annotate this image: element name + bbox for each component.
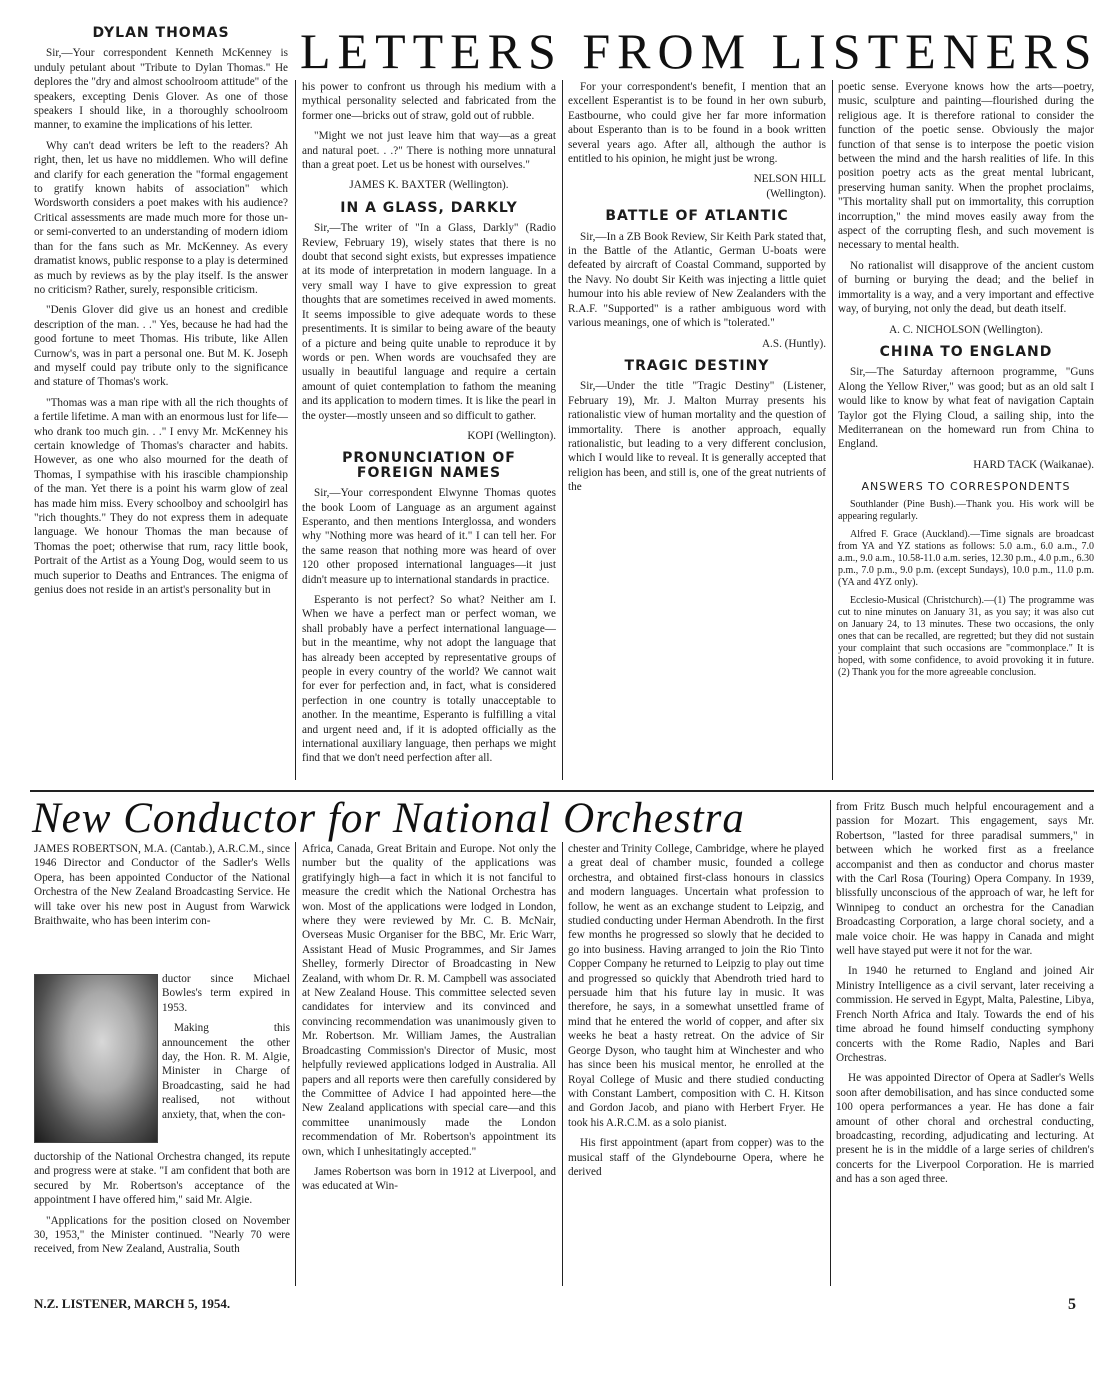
nelson-hill-location: (Wellington). xyxy=(766,187,826,200)
article-bowles: ductor since Michael Bowles's term expired in 1953. xyxy=(162,973,290,1014)
dylan-letter-para-1: Sir,—Your correspondent Kenneth McKenney is unduly petulant about "Tribute to Dylan Thomas." He deplores the "dry and almost schoolroom attitude" of the speakers, excepting Denis Glover. As one of those speakers I should like, in a thoroughly schoolroom manner, to examine the implications of his letter. xyxy=(34,47,288,132)
dylan-letter-para-2: Why can't dead writers be left to the readers? Ah right, then, let us have no middlemen. Who will define and clarify for each generation the "formal engagement to gratify known habits of association" which Wordsworth considers a poet makes with his audience? Critical assessments are made much more for those un- or semi-converted to an understanding of modern idiom than for the fans such as Mr. McKenney. As every dramatist knows, public response to a play is determined as much by reviews as by the play itself. Is the answer no criticism? Rather, surely, responsible criticism. xyxy=(34,139,288,296)
section-divider xyxy=(30,790,1094,792)
dylan-letter-para-4: "Thomas was a man ripe with all the rich thoughts of a fertile lifetime. A man with an enormous lust for life—who drank too much gin. . ." I envy Mr. McKenney his certain knowledge of Thomas's character and habits. However, as one who also mourned for the death of Thomas, I sympathise with his irascible championship of the man. Yet there is a point his warm glow of zeal has made him miss. Every schoolboy and schoolgirl has "rich thoughts." They do not express them in adequate language. We honour Thomas the man because of Thomas the poet; otherwise that rum, racy little book, Portrait of the Artist as a Young Dog, would seem to us much superior to Deaths and Entrances. The enigma of genius does not reside in an artist's personality but in xyxy=(34,396,288,597)
column-rule xyxy=(562,80,563,780)
tragic-letter-para-2: poetic sense. Everyone knows how the arts—poetry, music, sculpture and painting—flourished during the religious age. It is therefore rational to consider the function of the poetic sense. Obviously the major function of that sense is to interpose the poetic vision between the mind and the harsh realities of life. In this position poetry acts as the great mental lubricant, preserving human sanity. When the prophet proclaims, "This mortality shall put on immortality, this corruption incorruption," the mind moves easily away from the aspect of the corrupting flesh, and such movement is necessary to mental health. xyxy=(838,81,1094,252)
page-number: 5 xyxy=(1068,1296,1076,1313)
dylan-thomas-heading: DYLAN THOMAS xyxy=(92,26,230,41)
atlantic-heading: BATTLE OF ATLANTIC xyxy=(605,208,789,225)
dylan-letter-para-6: "Might we not just leave him that way—as a great and natural poet. . .?" There is nothing more unnatural than a great poet. Let us be honest with ourselves." xyxy=(302,130,556,172)
article-algie-quote: ductorship of the National Orchestra changed, its repute and progress were at stake. "I am confident that both are secured by Mr. Robertson's acceptance of the appointment I have offered him," said Mr. Algie. xyxy=(34,1151,290,1207)
letters-column-3 xyxy=(568,80,826,786)
article-headline: New Conductor for National Orchestra xyxy=(32,795,745,842)
as-signature: A.S. (Huntly). xyxy=(761,337,826,350)
column-rule xyxy=(295,842,296,1286)
issue-line: N.Z. LISTENER, MARCH 5, 1954. xyxy=(34,1296,231,1311)
article-first-appointment: His first appointment (apart from copper) was to the musical staff of the Glyndebourne Opera, where he derived xyxy=(568,1137,824,1178)
answers-heading: ANSWERS TO CORRESPONDENTS xyxy=(861,480,1071,494)
conductor-portrait xyxy=(34,974,158,1143)
column-rule xyxy=(830,800,831,1286)
column-rule xyxy=(562,842,563,1286)
answers-para-2: Alfred F. Grace (Auckland).—Time signals are broadcast from YA and YZ stations as follows: 5.0 a.m., 6.0 a.m., 7.0 a.m., 9.0 a.m., 10.58-11.0 a.m. series, 12.30 p.m., 4.0 p.m., 6.30 p.m., 7.0 p.m., 9.0 p.m. (except Sundays), 10.0 p.m., 11.0 p.m. (YA and 4YZ only). xyxy=(838,528,1094,588)
article-busch: from Fritz Busch much helpful encouragement and a passion for Mozart. This engagement, says Mr. Robertson, "lasted for three paradisal summers," in between which he worked first as a freelance accompanist and then as conductor and chorus master with the Carl Rosa (Touring) Opera Company. In 1939, blissfully unconscious of the approach of war, he left for Winnipeg to conduct an orchestra for the Canadian Broadcasting Corporation, a large choral society, and a male voice choir. He was happy in Canada and might well have stayed put were it not for the war. xyxy=(836,801,1094,958)
masthead: LETTERS FROM LISTENERS xyxy=(300,23,1099,79)
pronunciation-letter-para-3: For your correspondent's benefit, I mention that an excellent Esperantist is to be found in her own suburb, Eastbourne, who could give her far more information about Esperanto than is to be found in a book written several years ago. After all, although the author is entitled to his opinion, he might just be wrong. xyxy=(568,81,826,166)
article-education: chester and Trinity College, Cambridge, where he played a great deal of chamber music, founded a college orchestra, and obtained first-class honours in classics and modern languages. Uncertain what profession to follow, he went as an exchange student to Leipzig, and studied conducting under Herman Abendroth. In the first few months he progressed so slowly that he decided to go into business. Having arranged to join the Rio Tinto Copper Company he returned to Leipzig to play out time and progressed so quickly that Abendroth tried hard to persuade him that his future lay in music. It was therefore, he says, in a somewhat unsettled frame of mind that he entered the world of copper, and after six weeks he beat a hasty retreat. On the advice of Sir George Dyson, who taught him at Winchester and who has since been his musical mentor, he enrolled at the Royal College of Music and there studied conducting with Constant Lambert, composition with C. H. Kitson and Gordon Jacob, and piano with Herbert Fryer. He took his A.R.C.M. as a solo pianist. xyxy=(568,843,824,1129)
dylan-letter-para-3: "Denis Glover did give us an honest and credible description of the man. . ." Yes, because he had had the good fortune to meet Thomas. His tribute, like Allen Curnow's, was in part a personal one. But M. K. Joseph and myself could pay tribute only to the significance and stature of Thomas's work. xyxy=(34,304,288,389)
article-committee: Africa, Canada, Great Britain and Europe. Not only the number but the quality of the applications was gratifyingly high—a fact in which it is not fanciful to measure the credit which the National Orchestra has won. Most of the applications were lodged in London, where they were reviewed by Mr. C. B. McNair, Overseas Music Organiser for the BBC, Mr. Eric Warr, Assistant Head of Music Programmes, and Sir James Shelley, formerly Director of Broadcasting in New Zealand, with whom Dr. R. M. Campbell was associated at New Zealand House. This committee selected seven candidates for interview and its convinced and convincing recommendation was unanimously given to Mr. Robertson. Mr. William James, the Australian Broadcasting Commission's Director of Music, most helpfully reviewed applications lodged in Australia. All papers and all reports were then carefully considered by the Committee of Advice I had appointed here—the New Zealand applications with special care—and this committee unanimously made the London recommendation of Mr. Robertson's appointment its own, which I unhesitatingly accepted." xyxy=(302,843,556,1158)
article-column-2 xyxy=(302,842,556,1290)
nelson-hill-signature: NELSON HILL xyxy=(753,173,826,186)
hard-tack-signature: HARD TACK (Waikanae). xyxy=(973,458,1094,471)
tragic-letter-para-1: Sir,—Under the title "Tragic Destiny" (Listener, February 19), Mr. J. Malton Murray presents his rationalistic view of human mortality and the question of immortality. There is another approach, equally rationalistic, but leading to a very different conclusion, which I would like to reveal. It is generally accepted that religion has been, and still is, one of the great nutrients of the xyxy=(568,380,826,494)
article-war-service: In 1940 he returned to England and joined Air Ministry Intelligence as a civil servant, later receiving a commission. He served in Egypt, Malta, Palestine, Libya, French North Africa and Italy. Towards the end of his time abroad he found himself conducting symphony concerts with the Rome Radio, Naples and Bari Orchestras. xyxy=(836,965,1094,1064)
article-column-1-wrap xyxy=(162,972,290,1150)
letters-column-2 xyxy=(302,80,556,786)
article-column-3 xyxy=(568,842,824,1290)
atlantic-letter-para-1: Sir,—In a ZB Book Review, Sir Keith Park stated that, in the Battle of the Atlantic, German U-boats were defeated by aircraft of Coastal Command, supported by the Navy. No doubt Sir Keith was injecting a little quiet humour into his able review of New Zealanders with the R.A.F. "Supported" is a rather ambiguous word with various meanings, one of which is "tolerated." xyxy=(568,230,826,330)
kopi-signature: KOPI (Wellington). xyxy=(467,429,556,442)
article-announcement: Making this announcement the other day, the Hon. R. M. Algie, Minister in Charge of Broadcasting, said he had realised, not without anxiety, that, when the con- xyxy=(162,1022,290,1121)
letters-column-1 xyxy=(34,26,288,786)
pronunciation-heading: PRONUNCIATION OF FOREIGN NAMES xyxy=(342,450,516,481)
column-rule xyxy=(832,80,833,780)
tragic-letter-para-3: No rationalist will disapprove of the ancient custom of burning or burying the dead; and the belief in immortality is a way, and a very important and effective way, of burying, not only the dead, but death itself. xyxy=(838,259,1094,316)
china-letter-para-1: Sir,—The Saturday afternoon programme, "Guns Along the Yellow River," was good; but as an old salt I would like to know by what feat of navigation Captain Taylor got the Flying Cloud, a sailing ship, into the Mediterranean on the homeward run from China to England. xyxy=(838,366,1094,451)
baxter-signature: JAMES K. BAXTER (Wellington). xyxy=(349,179,509,192)
article-column-1 xyxy=(34,842,290,970)
article-column-4 xyxy=(836,800,1094,1290)
article-sadlers-wells: He was appointed Director of Opera at Sadler's Wells soon after demobilisation, and has since conducted some 100 opera performances a year. He has done a fair amount of other choral and orchestral conducting, broadcasting, recording, adjudicating and lecturing. At present he is in the middle of a large series of children's concerts for the Liverpool Corporation. He is married and has a son aged three. xyxy=(836,1072,1094,1186)
answers-para-3: Ecclesio-Musical (Christchurch).—(1) The programme was cut to nine minutes on January 31, as you say; it was also cut on January 24, to 13 minutes. These two occasions, the only ones that can be recalled, are regretted; but they did not sustain your complaint that such occasions are "commonplace." It is hoped, with some confidence, to avoid provoking it in future. (2) Thank you for the more agreeable conclusion. xyxy=(838,594,1094,678)
glass-heading: IN A GLASS, DARKLY xyxy=(340,199,518,216)
article-birth: James Robertson was born in 1912 at Liverpool, and was educated at Win- xyxy=(302,1165,556,1193)
tragic-heading: TRAGIC DESTINY xyxy=(624,357,770,374)
pronunciation-letter-para-2: Esperanto is not perfect? So what? Neither am I. When we have a perfect man or perfect woman, we shall probably have a perfect international language—but in the meantime, why not adopt the language that has already been accepted by representative groups of people in every country of the world? We cannot wait for ever for perfection and, in fact, what is considered perfection in one country is totally unacceptable to another. In the meantime, Esperanto is fulfilling a vital and urgent need and, if it is adopted officially as the international auxiliary language, then perhaps we might find that we don't need perfection after all. xyxy=(302,594,556,765)
nicholson-signature: A. C. NICHOLSON (Wellington). xyxy=(889,323,1043,336)
pronunciation-letter-para-1: Sir,—Your correspondent Elwynne Thomas quotes the book Loom of Language as an argument against Esperanto, and then mentions Interglossa, and wonders why "Nothing more was heard of it." I can tell her. For the same reason that nothing more was heard of over 120 other proposed international languages—it just didn't measure up to international standards in practice. xyxy=(302,487,556,586)
answers-para-1: Southlander (Pine Bush).—Thank you. His work will be appearing regularly. xyxy=(838,498,1094,522)
column-rule xyxy=(295,80,296,780)
china-heading: CHINA TO ENGLAND xyxy=(879,343,1053,360)
glass-letter-para-1: Sir,—The writer of "In a Glass, Darkly" (Radio Review, February 19), wisely states that there is no doubt that second sight exists, but expresses impatience at its mode of interpretation in modern language. In a very small way I have to give expression to great thoughts that are sometimes received in awed moments. It seems impossible to give adequate words to these presentiments. It is similar to being aware of the beauty of a picture and being quite unable to reproduce it by words or pen. When words are vouchsafed they are usually in beautiful language and require a certain amount of quiet contemplation to fathom the meaning and its application to modern times. It is like the pearl in the oyster—mostly unseen and so difficult to gather. xyxy=(302,222,556,422)
article-applications: "Applications for the position closed on November 30, 1953," the Minister continued. "Nearly 70 were received, from New Zealand, Australia, South xyxy=(34,1214,290,1256)
letters-column-4 xyxy=(838,80,1094,786)
article-intro: JAMES ROBERTSON, M.A. (Cantab.), A.R.C.M., since 1946 Director and Conductor of the Sadler's Wells Opera, has been appointed Conductor of the National Orchestra of the New Zealand Broadcasting Service. He will take over his new post in August from Warwick Braithwaite, who has been interim con- xyxy=(34,843,290,928)
article-column-1-lower xyxy=(34,1150,290,1290)
dylan-letter-para-5: his power to confront us through his medium with a mythical personality selected and fabricated from the former one—bricks out of straw, gold out of rubble. xyxy=(302,81,556,122)
